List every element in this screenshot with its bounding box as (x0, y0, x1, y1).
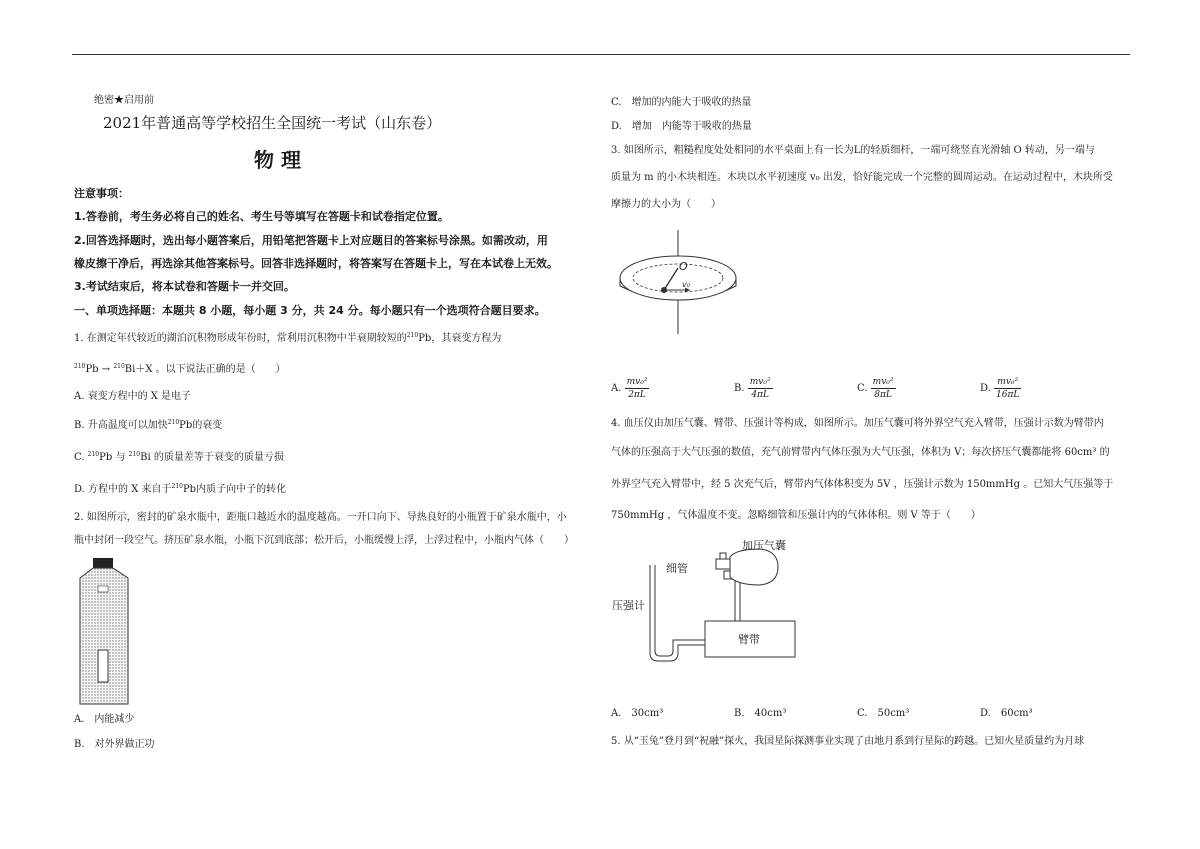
notice-item-2a: 2.回答选择题时，选出每小题答案后，用铅笔把答题卡上对应题目的答案标号涂黑。如需改动，用 (74, 234, 548, 247)
notice-item-3: 3.考试结束后，将本试卷和答题卡一并交回。 (74, 280, 295, 293)
q4-stem-line4: 750mmHg ，气体温度不变。忽略细管和压强计内的气体体积。则 V 等于（ ） (611, 510, 981, 521)
q4-stem-line1: 4. 血压仪由加压气囊、臂带、压强计等构成，如图所示。加压气囊可将外界空气充入臂带，压强计示数为臂带内 (611, 418, 1104, 429)
notice-item-2b: 橡皮擦干净后，再选涂其他答案标号。回答非选择题时，将答案写在答题卡上，写在本试卷上无效。 (74, 257, 558, 270)
q1-option-b: B. 升高温度可以加快$^{210}$Pb的衰变 (74, 419, 223, 431)
q3-option-c: C. $\frac{\text{mv₀²}}{8\pi L}$ (857, 377, 894, 400)
q2-option-c: C. 增加的内能大于吸收的热量 (611, 97, 752, 108)
q3-stem-line2: 质量为 m 的小木块相连。木块以水平初速度 v₀ 出发，恰好能完成一个完整的圆周运动。在运动过程中，木块所受 (611, 172, 1113, 183)
armband-label: 臂带 (738, 633, 760, 646)
notice-item-1: 1.答卷前，考生务必将自己的姓名、考生号等填写在答题卡和试卷指定位置。 (74, 210, 449, 223)
q1-option-a: A. 衰变方程中的 X 是电子 (74, 391, 192, 402)
q2-option-a: A. 内能减少 (74, 714, 135, 725)
bulb-label: 加压气囊 (742, 539, 786, 552)
q3-option-a: A. $\frac{\text{mv₀²}}{2\pi L}$ (611, 377, 648, 400)
exam-title: 2021年普通高等学校招生全国统一考试（山东卷） (103, 114, 442, 132)
q4-option-a: A. 30cm³ (611, 708, 664, 719)
q3-stem-line1: 3. 如图所示，粗糙程度处处相同的水平桌面上有一长为L的轻质细杆，一端可绕竖直光滑轴 O 转动，另一端与 (611, 145, 1095, 156)
subject-title: 物 理 (254, 148, 301, 172)
q1-option-c: C. $^{210}$Pb 与 $^{210}$Bi 的质量差等于衰变的质量亏损 (74, 451, 284, 463)
q4-option-b: B. 40cm³ (734, 708, 787, 719)
axis-o-label: O (679, 260, 688, 273)
q3-option-d: D. $\frac{\text{mv₀²}}{16\pi L}$ (980, 377, 1020, 400)
q2-stem-line2: 瓶中封闭一段空气。挤压矿泉水瓶，小瓶下沉到底部；松开后，小瓶缓慢上浮，上浮过程中，小瓶内气体（ ） (74, 535, 574, 546)
q1-stem-line1: 1. 在测定年代较近的湖泊沉积物形成年份时，常利用沉积物中半衰期较短的$^{210}$Pb，其衰变方程为 (74, 332, 502, 344)
gauge-label: 压强计 (612, 599, 645, 612)
rotating-rod-figure (612, 228, 744, 336)
q2-stem-line1: 2. 如图所示，密封的矿泉水瓶中，距瓶口越近水的温度越高。一开口向下、导热良好的小瓶置于矿泉水瓶中，小 (74, 512, 567, 523)
q2-option-d: D. 增加 内能等于吸收的热量 (611, 121, 752, 132)
notice-title: 注意事项： (74, 187, 129, 200)
tube-label: 细管 (666, 562, 688, 575)
q1-option-d: D. 方程中的 X 来自于$^{210}$Pb内质子向中子的转化 (74, 483, 287, 495)
velocity-label: v₀ (682, 280, 690, 289)
water-bottle-figure (76, 556, 132, 708)
blood-pressure-figure (610, 535, 800, 665)
q4-option-d: D. 60cm³ (980, 708, 1033, 719)
q4-option-c: C. 50cm³ (857, 708, 910, 719)
q3-stem-line3: 摩擦力的大小为（ ） (611, 199, 721, 210)
q1-equation: $^{210}$Pb → $^{210}$Bi＋X 。以下说法正确的是（ ） (74, 363, 286, 375)
q5-stem-line1: 5. 从“玉兔”登月到“祝融”探火，我国星际探测事业实现了由地月系到行星际的跨越。已知火星质量约为月球 (611, 736, 1085, 747)
q4-stem-line2: 气体的压强高于大气压强的数值，充气前臂带内气体压强为大气压强，体积为 V；每次挤压气囊都能将 60cm³ 的 (611, 447, 1110, 458)
q3-option-b: B. $\frac{\text{mv₀²}}{4\pi L}$ (734, 377, 771, 400)
top-rule (72, 54, 1130, 55)
section-1-heading: 一、单项选择题：本题共 8 小题，每小题 3 分，共 24 分。每小题只有一个选项符合题目要求。 (74, 304, 546, 317)
q2-option-b: B. 对外界做正功 (74, 739, 155, 750)
q4-stem-line3: 外界空气充入臂带中，经 5 次充气后，臂带内气体体积变为 5V ，压强计示数为 150mmHg 。已知大气压强等于 (611, 479, 1114, 490)
secret-label: 绝密★启用前 (94, 95, 154, 106)
